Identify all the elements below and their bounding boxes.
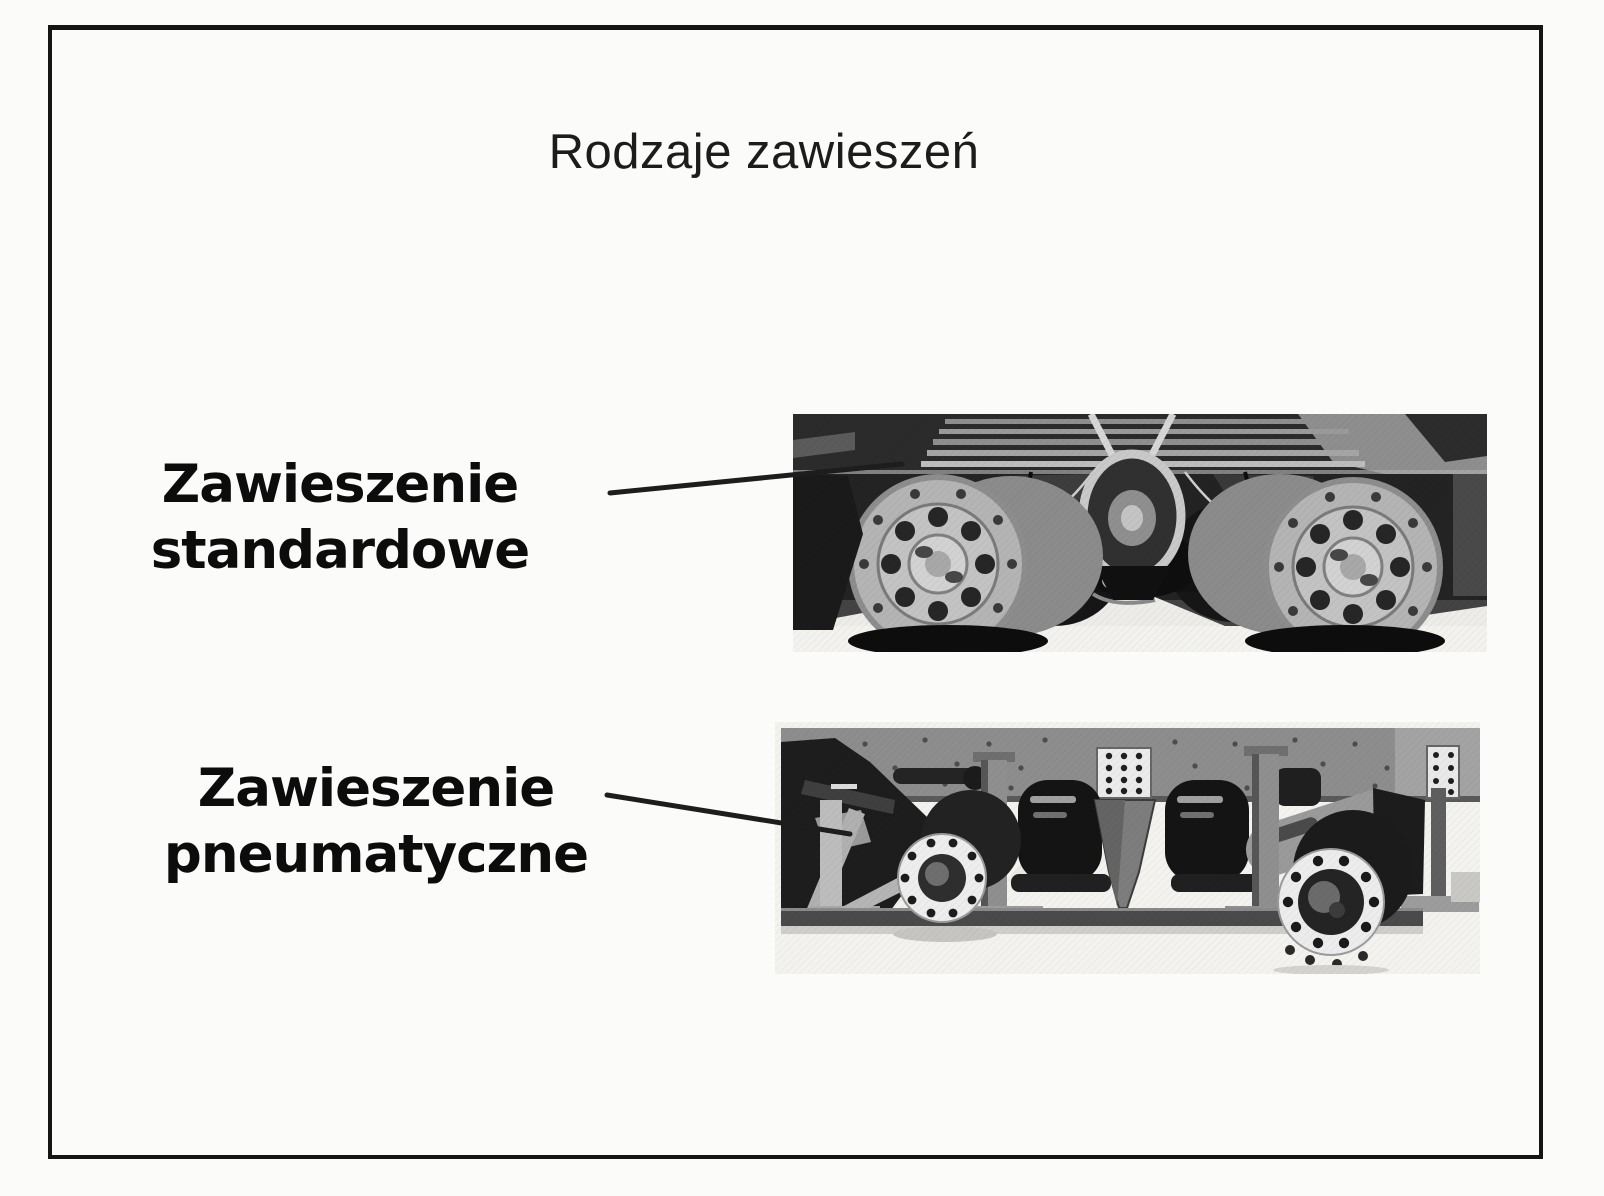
label-standard-suspension: [151, 452, 529, 584]
label-standard-line2: standardowe: [150, 520, 530, 581]
label-pneumatic-suspension: [164, 756, 588, 888]
label-standard-line1: Zawieszenie: [161, 454, 519, 515]
pneumatic-suspension-photo: [775, 722, 1480, 974]
label-pneumatic-line1: Zawieszenie: [197, 758, 555, 819]
label-pneumatic-line2: pneumatyczne: [163, 824, 589, 885]
slide-title: Rodzaje zawieszeń: [548, 125, 980, 179]
standard-suspension-photo: [793, 414, 1487, 652]
